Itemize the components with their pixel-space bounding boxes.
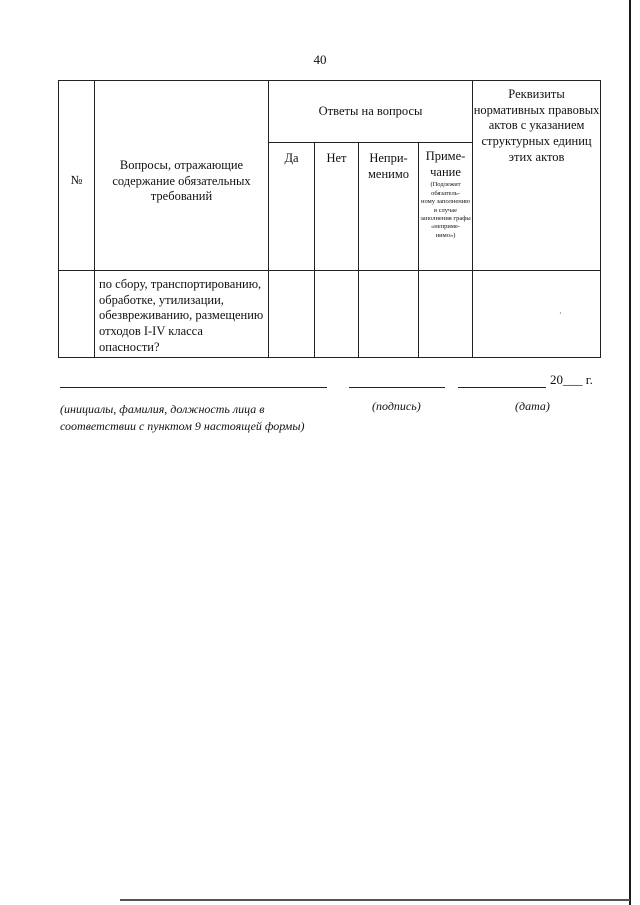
year-field: 20___ г. (550, 372, 593, 387)
page-edge-bottom (120, 899, 630, 901)
header-no: Нет (315, 143, 359, 271)
header-not-applicable (359, 143, 419, 271)
name-signature-line[interactable] (60, 387, 327, 388)
header-yes: Да (269, 143, 315, 271)
row-requisites-cell[interactable] (473, 271, 601, 358)
header-requisites: Реквизиты нормативных правовых актов с указанием структурных единиц этих актов (473, 81, 601, 271)
header-answers: Ответы на вопросы (269, 81, 473, 143)
caption-name-position: (инициалы, фамилия, должность лица в соответствии с пунктом 9 настоящей формы) (60, 402, 305, 434)
row-note-cell[interactable] (419, 271, 473, 358)
row-not-applicable-cell[interactable] (359, 271, 419, 358)
row-requisites-mark: · (559, 309, 562, 318)
header-questions: Вопросы, отражающие содержание обязательных требований (95, 81, 269, 271)
header-not-applicable-label: Непри- менимо (368, 151, 409, 181)
page-number: 40 (313, 52, 327, 67)
checklist-table (58, 80, 601, 358)
row-question-cell: по сбору, транспортированию, обработке, утилизации, обезвреживанию, размещению отходов I-IV класса опасности? (95, 271, 269, 358)
caption-date: (дата) (515, 399, 550, 413)
header-note-title: Приме- чание (425, 149, 466, 179)
row-no-cell[interactable] (315, 271, 359, 358)
header-number: № (59, 81, 95, 271)
header-note-detail: (Подлежит обязатель- ному заполнению в случае заполнения графы «неприме- нимо») (420, 181, 471, 239)
signature-line[interactable] (349, 387, 445, 388)
date-line[interactable] (458, 387, 546, 388)
caption-signature: (подпись) (372, 399, 421, 413)
row-yes-cell[interactable] (269, 271, 315, 358)
header-note (419, 143, 473, 271)
row-number-cell (59, 271, 95, 358)
page-edge-right (629, 0, 631, 905)
